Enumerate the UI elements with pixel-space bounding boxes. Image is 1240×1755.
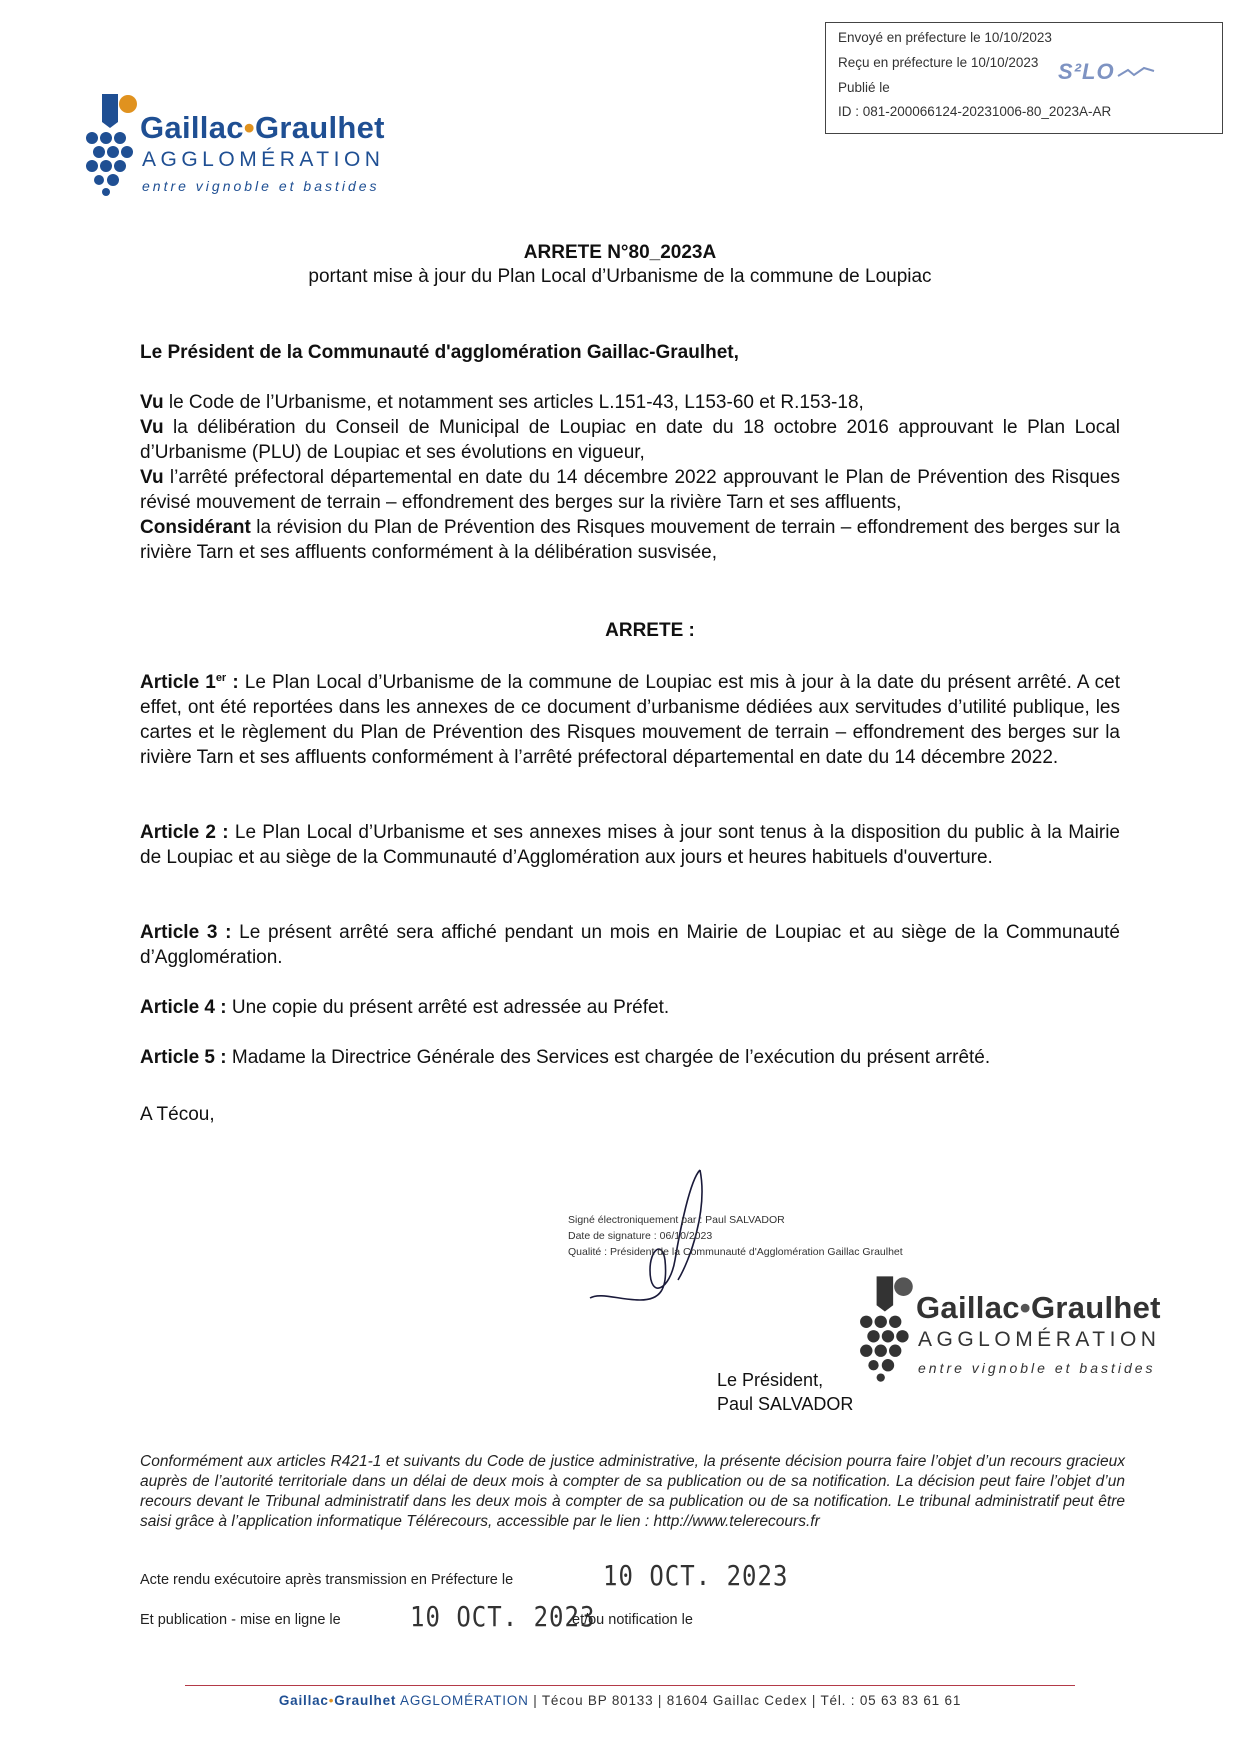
signatory bbox=[717, 1368, 853, 1416]
signed-by: Signé électroniquement par : Paul SALVADOR bbox=[568, 1214, 785, 1226]
logo-tagline: entre vignoble et bastides bbox=[142, 178, 380, 194]
logo-agglomeration: AGGLOMÉRATION bbox=[142, 148, 385, 171]
stamp-logo-agglomeration: AGGLOMÉRATION bbox=[918, 1328, 1161, 1351]
visas-block bbox=[140, 390, 1120, 565]
execution-label-1: Acte rendu exécutoire après transmission en Préfecture le bbox=[140, 1572, 514, 1588]
signature-qualite: Qualité : Président de la Communauté d'Agglomération Gaillac Graulhet bbox=[568, 1246, 903, 1258]
stamp-published: Publié le bbox=[838, 80, 890, 95]
grape-mark-stamp-icon bbox=[858, 1272, 920, 1384]
article-1: Article 1er : Le Plan Local d’Urbanisme de la commune de Loupiac est mis à jour à la date du présent arrêté. A cet effet, ont été reportées dans les annexes de ce document d’urbanisme dédiées aux servitudes d’utilité publique, les cartes et le règlement du Plan de Prévention des Risques mouvement de terrain – effondrement des berges sur la rivière Tarn et ses affluents conformément à l’arrêté préfectoral départemental en date du 14 décembre 2022. bbox=[140, 672, 1120, 768]
page-title: ARRETE N°80_2023A bbox=[523, 242, 717, 263]
signatory-name: Paul SALVADOR bbox=[717, 1394, 854, 1414]
considerant: Considérant la révision du Plan de Prévention des Risques mouvement de terrain – effondrement des berges sur la rivière Tarn et ses affluents conformément à la délibération susvisée, bbox=[140, 517, 1120, 563]
visa-2: Vu la délibération du Conseil de Municipal de Loupiac en date du 18 octobre 2016 approuvant le Plan Local d’Urbanisme (PLU) de Loupiac et ses évolutions en vigueur, bbox=[140, 417, 1120, 463]
stamp-logo-name: Gaillac•Graulhet bbox=[916, 1290, 1161, 1325]
execution-date-1: 10 OCT. 2023 bbox=[603, 1559, 789, 1593]
page-subtitle: portant mise à jour du Plan Local d’Urbanisme de la commune de Loupiac bbox=[308, 266, 932, 287]
visa-3: Vu l’arrêté préfectoral départemental en date du 14 décembre 2022 approuvant le Plan de Prévention des Risques révisé mouvement de terrain – effondrement des berges sur la rivière Tarn et ses affluents, bbox=[140, 467, 1120, 513]
header-logo bbox=[84, 92, 404, 202]
place-line: A Técou, bbox=[140, 1104, 215, 1125]
stamp-received-date: Reçu en préfecture le 10/10/2023 bbox=[838, 55, 1039, 70]
page-footer: Gaillac•Graulhet AGGLOMÉRATION | Técou BP 80133 | 81604 Gaillac Cedex | Tél. : 05 63 83 61 61 bbox=[278, 1693, 962, 1708]
execution-date-2: 10 OCT. 2023 bbox=[410, 1600, 596, 1634]
logo-name: Gaillac•Graulhet bbox=[140, 110, 385, 145]
arrete-heading: ARRETE : bbox=[605, 620, 695, 641]
article-3: Article 3 : Le présent arrêté sera affiché pendant un mois en Mairie de Loupiac et au siège de la Communauté d’Agglomération. bbox=[140, 922, 1120, 968]
article-4: Article 4 : Une copie du présent arrêté est adressée au Préfet. bbox=[140, 997, 670, 1018]
prefecture-stamp bbox=[825, 22, 1223, 134]
footer-divider bbox=[185, 1685, 1075, 1686]
stamp-id: ID : 081-200066124-20231006-80_2023A-AR bbox=[838, 104, 1112, 119]
article-2: Article 2 : Le Plan Local d’Urbanisme et ses annexes mises à jour sont tenus à la disposition du public à la Mairie de Loupiac et au siège de la Communauté d’Agglomération aux jours et heures habituels d'ouverture. bbox=[140, 822, 1121, 868]
visa-1: Vu le Code de l’Urbanisme, et notamment ses articles L.151-43, L153-60 et R.153-18, bbox=[140, 392, 864, 413]
signature-date: Date de signature : 06/10/2023 bbox=[568, 1230, 713, 1242]
grape-mark-icon bbox=[84, 92, 144, 196]
execution-label-2: Et publication - mise en ligne le bbox=[140, 1612, 341, 1628]
s2low-logo: S²LO bbox=[1058, 59, 1156, 85]
stamp-logo-tagline: entre vignoble et bastides bbox=[918, 1360, 1156, 1376]
article-5: Article 5 : Madame la Directrice Générale des Services est chargée de l’exécution du présent arrêté. bbox=[140, 1047, 991, 1068]
signature-logo-stamp bbox=[858, 1272, 1208, 1392]
signatory-role: Le Président, bbox=[717, 1370, 824, 1390]
president-line: Le Président de la Communauté d'agglomération Gaillac-Graulhet, bbox=[140, 342, 739, 363]
stamp-sent-date: Envoyé en préfecture le 10/10/2023 bbox=[838, 30, 1052, 45]
execution-suffix: et/ou notification le bbox=[572, 1612, 693, 1628]
legal-footnote: Conformément aux articles R421-1 et suivants du Code de justice administrative, la présente décision pourra faire l’objet d’un recours gracieux auprès de l’autorité territoriale dans un délai de deux mois à compter de sa publication ou de sa notification. La décision peut faire l’objet d’un recours devant le Tribunal administratif dans les deux mois à compter de sa publication ou de sa notification. Le tribunal administratif peut être saisi grâce à l’application informatique Télérecours, accessible par le lien : http://www.telerecours.fr bbox=[140, 1453, 1125, 1530]
